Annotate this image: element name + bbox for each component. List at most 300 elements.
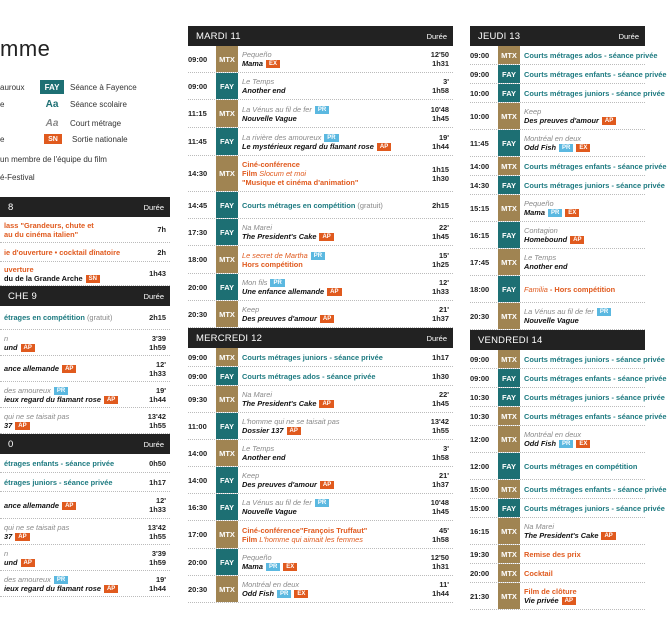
page-title: mme	[0, 36, 51, 61]
venue-badge: MTX	[216, 100, 238, 127]
event-line	[4, 584, 139, 593]
duration-value: 12'	[439, 278, 449, 287]
time: 10:00	[470, 88, 490, 98]
schedule-row[interactable]	[470, 249, 645, 276]
schedule-row[interactable]	[188, 440, 453, 467]
event-line	[242, 372, 422, 381]
event-text: Le Temps	[524, 253, 557, 262]
schedule-row[interactable]	[188, 156, 453, 192]
venue-badge: FAY	[498, 499, 520, 517]
event-line	[242, 86, 422, 95]
venue-badge: MTX	[498, 103, 520, 129]
schedule-row[interactable]	[0, 571, 170, 597]
schedule-row[interactable]	[188, 100, 453, 128]
schedule-row[interactable]	[470, 369, 667, 388]
tag-badge: AP	[570, 236, 584, 244]
event-text: La Vénus au fil de fer	[242, 104, 312, 114]
time: 14:00	[470, 161, 490, 171]
event-text: Remise des prix	[524, 549, 581, 559]
schedule-row[interactable]	[188, 246, 453, 274]
event-info	[238, 521, 425, 548]
schedule-row[interactable]	[470, 103, 645, 130]
venue-badge: MTX	[498, 407, 520, 425]
schedule-row[interactable]	[0, 408, 170, 434]
event-text: Courts métrages ados - séance privée	[524, 50, 658, 60]
time: 14:30	[188, 169, 208, 178]
event-line	[4, 532, 139, 541]
schedule-row[interactable]	[470, 564, 645, 583]
schedule-row[interactable]	[470, 583, 645, 610]
event-text: Des preuves d'amour	[242, 480, 317, 489]
schedule-row[interactable]	[0, 545, 170, 571]
event-line	[242, 444, 422, 453]
time: 09:00	[470, 69, 490, 79]
event-text: Courts métrages enfants - séance privée	[524, 484, 667, 494]
event-line	[524, 596, 642, 605]
event-line	[4, 549, 139, 558]
schedule-row[interactable]	[188, 274, 453, 301]
event-info	[520, 499, 665, 517]
event-text: des amoureux	[4, 574, 51, 584]
event-text: Cocktail	[524, 568, 553, 578]
event-line	[4, 248, 139, 257]
event-info	[0, 356, 142, 381]
duration-value: 1h17	[149, 477, 166, 487]
schedule-row[interactable]	[470, 157, 667, 176]
schedule-row[interactable]	[0, 473, 170, 492]
duration-value: 1h45	[432, 399, 449, 408]
venue-badge: FAY	[498, 65, 520, 83]
duration-value: 2h15	[432, 200, 449, 210]
event-text: Homebound	[524, 235, 568, 244]
event-line	[242, 59, 422, 68]
event-text: Familia	[524, 284, 548, 294]
duration-value: 1h59	[149, 342, 166, 352]
duration-value: 1h31	[432, 562, 449, 571]
event-line	[524, 462, 642, 471]
event-line	[242, 562, 422, 571]
duration	[142, 492, 170, 518]
duration-header: Durée	[143, 291, 164, 301]
time: 15:15	[470, 203, 490, 213]
tag-badge: AP	[21, 344, 35, 352]
time: 11:45	[470, 138, 489, 148]
time: 09:00	[470, 373, 490, 383]
time: 09:00	[188, 371, 208, 381]
venue-badge: MTX	[498, 195, 520, 221]
duration-value: 1h45	[432, 507, 449, 516]
event-line	[524, 550, 642, 559]
duration	[425, 413, 453, 439]
duration-value: 11'	[439, 580, 449, 589]
event-text: Courts métrages juniors - séance privée	[524, 180, 665, 190]
duration	[425, 576, 453, 602]
venue-badge: FAY	[498, 388, 520, 406]
duration-value: 12'50	[430, 553, 449, 562]
tag-badge: AP	[319, 233, 333, 241]
event-text: étrages enfants - séance privée	[4, 458, 115, 468]
schedule-row[interactable]	[470, 407, 667, 426]
schedule-row[interactable]	[188, 73, 453, 100]
legend-text: Court métrage	[70, 118, 122, 128]
time: 10:30	[470, 411, 490, 421]
duration-value: 21'	[439, 305, 449, 314]
duration	[142, 519, 170, 544]
event-text: 37	[4, 531, 13, 541]
time: 14:45	[188, 200, 208, 210]
event-text: Film de clôture	[524, 587, 577, 596]
event-text: (gratuit)	[84, 313, 113, 322]
event-line	[524, 143, 642, 152]
legend-text: Séance scolaire	[70, 99, 127, 109]
tag-badge: PR	[266, 563, 280, 571]
duration-value: 12'	[156, 359, 166, 369]
tag-badge: EX	[576, 440, 590, 448]
duration-header: Durée	[143, 439, 164, 449]
event-line	[524, 69, 667, 79]
schedule-row[interactable]	[188, 467, 453, 494]
event-text: étrages juniors - séance privée	[4, 477, 113, 487]
tag-badge: PR	[311, 252, 325, 260]
schedule-row[interactable]	[470, 545, 645, 564]
event-line	[524, 569, 642, 578]
event-line	[524, 50, 658, 60]
schedule-row[interactable]	[0, 382, 170, 408]
day-label: MARDI 11	[196, 30, 241, 42]
day-label: MERCREDI 12	[196, 332, 263, 344]
schedule-row[interactable]	[470, 176, 665, 195]
event-line	[524, 199, 642, 208]
time: 09:00	[188, 81, 208, 91]
duration	[142, 262, 170, 285]
duration	[425, 367, 453, 385]
schedule-row[interactable]	[188, 301, 453, 328]
event-line	[524, 262, 642, 271]
schedule-row[interactable]	[470, 350, 665, 369]
schedule-row[interactable]	[188, 192, 453, 219]
tag-badge: AP	[104, 396, 118, 404]
duration-value: 15'	[439, 250, 449, 260]
schedule-row[interactable]	[470, 65, 667, 84]
event-text: uverture	[4, 264, 34, 274]
event-text: Le Temps	[242, 77, 275, 86]
event-info	[520, 518, 645, 544]
column-1	[0, 197, 170, 597]
event-text: Montréal en deux	[524, 430, 582, 439]
event-info	[238, 46, 425, 72]
event-line	[4, 501, 139, 510]
legend-item	[0, 80, 178, 94]
tag-badge: AP	[287, 427, 301, 435]
event-text: Odd Fish	[524, 439, 557, 448]
time: 17:45	[470, 257, 490, 267]
event-line	[4, 523, 139, 532]
duration-value: 1h55	[432, 426, 449, 435]
venue-badge: MTX	[498, 480, 520, 498]
schedule-row[interactable]	[470, 453, 645, 480]
duration	[425, 274, 453, 300]
time: 20:30	[188, 584, 208, 594]
schedule-row[interactable]	[470, 46, 658, 65]
event-text: Montréal en deux	[524, 134, 582, 143]
duration-value: 1h43	[149, 269, 166, 278]
venue-badge: MTX	[498, 303, 520, 329]
event-line	[242, 305, 422, 314]
schedule-row[interactable]	[188, 348, 453, 367]
event-text: au du cinéma italien"	[4, 229, 79, 239]
schedule-row[interactable]	[470, 195, 645, 222]
duration-value: 1h25	[432, 259, 449, 269]
duration	[425, 467, 453, 493]
event-info	[0, 519, 142, 544]
venue-badge: FAY	[498, 176, 520, 194]
time: 20:30	[470, 311, 490, 321]
schedule-row[interactable]	[0, 306, 170, 330]
duration	[142, 356, 170, 381]
schedule-row[interactable]	[188, 386, 453, 413]
event-line	[524, 107, 642, 116]
event-info	[520, 453, 645, 479]
event-line	[524, 522, 642, 531]
event-line	[242, 232, 422, 241]
event-line	[524, 180, 665, 190]
event-text: Mama	[242, 562, 263, 571]
schedule-row[interactable]	[470, 388, 665, 407]
event-line	[524, 484, 667, 494]
event-text: qui ne se taisait pas	[4, 522, 70, 532]
duration-value: 13'42	[430, 417, 449, 426]
tag-badge: PR	[54, 576, 68, 584]
event-text: Hors compétition	[242, 259, 303, 269]
time: 16:30	[188, 502, 208, 512]
time: 18:00	[188, 255, 208, 264]
duration-value: 1h58	[432, 534, 449, 544]
tag-badge: EX	[576, 144, 590, 152]
event-text: Le Temps	[242, 444, 275, 453]
event-info	[0, 217, 142, 242]
event-line	[242, 287, 422, 296]
schedule-row[interactable]	[188, 413, 453, 440]
schedule-row[interactable]	[0, 262, 170, 286]
schedule-row[interactable]	[188, 576, 453, 603]
duration-value: 1h59	[149, 557, 166, 567]
event-text: Nouvelle Vague	[242, 507, 297, 516]
day-label: 0	[8, 438, 14, 450]
schedule-row[interactable]	[188, 367, 453, 386]
legend-fragment: e	[0, 134, 5, 144]
legend-text: Séance à Fayence	[70, 82, 137, 92]
day-label: VENDREDI 14	[478, 334, 543, 346]
event-text: und	[4, 557, 18, 567]
schedule-row[interactable]	[0, 243, 170, 262]
tag-badge: AP	[15, 533, 29, 541]
event-info	[0, 571, 142, 596]
event-text: Courts métrages juniors - séance privée	[524, 392, 665, 402]
schedule-row[interactable]	[188, 46, 453, 73]
event-info	[520, 564, 645, 582]
event-line	[242, 114, 422, 123]
event-line	[524, 373, 667, 383]
schedule-row[interactable]	[0, 330, 170, 356]
time: 10:00	[470, 111, 490, 121]
day-label: CHE 9	[8, 290, 37, 302]
event-info	[520, 407, 667, 425]
schedule-row[interactable]	[470, 480, 667, 499]
event-info	[520, 103, 645, 129]
schedule-row[interactable]	[470, 84, 665, 103]
time: 09:00	[188, 54, 208, 64]
event-info	[238, 494, 425, 520]
schedule-row[interactable]	[0, 356, 170, 382]
schedule-row[interactable]	[0, 217, 170, 243]
event-text: und	[4, 342, 18, 352]
duration-value: 1h33	[149, 368, 166, 378]
event-text: qui ne se taisait pas	[4, 411, 70, 421]
venue-badge: MTX	[498, 157, 520, 175]
event-line	[242, 580, 422, 589]
event-text: Pequeño	[524, 199, 554, 208]
event-info	[520, 176, 665, 194]
event-line	[242, 471, 422, 480]
schedule-row[interactable]	[188, 219, 453, 246]
event-info	[520, 388, 665, 406]
duration-value: 21'	[439, 471, 449, 480]
event-text: Courts métrages enfants - séance privée	[524, 411, 667, 421]
event-info	[520, 480, 667, 498]
tag-badge: SN	[86, 275, 100, 283]
duration-value: 13'42	[147, 411, 166, 421]
duration	[425, 246, 453, 273]
schedule-row[interactable]	[0, 454, 170, 473]
schedule-row[interactable]	[470, 303, 645, 330]
schedule-row[interactable]	[470, 499, 665, 518]
tag-badge: AP	[62, 502, 76, 510]
schedule-row[interactable]	[188, 494, 453, 521]
event-text: 37	[4, 420, 13, 430]
event-line	[524, 285, 642, 294]
event-line	[242, 426, 422, 435]
schedule-row[interactable]	[0, 519, 170, 545]
time: 10:30	[470, 392, 490, 402]
day-header	[188, 26, 453, 46]
event-text: Mon fils	[242, 278, 268, 287]
event-line	[242, 417, 422, 426]
event-line	[242, 260, 422, 269]
event-line	[4, 221, 139, 230]
column-3	[470, 26, 667, 610]
legend-key: Aa	[45, 98, 59, 110]
schedule-row[interactable]	[188, 128, 453, 156]
event-info	[520, 350, 665, 368]
event-text: Another end	[242, 453, 286, 462]
schedule-row[interactable]	[0, 492, 170, 519]
duration-value: 19'	[156, 574, 166, 584]
day-label: JEUDI 13	[478, 30, 521, 42]
time: 11:00	[188, 421, 207, 431]
event-text: ieux regard du flamant rose	[4, 583, 101, 593]
time: 15:00	[470, 484, 490, 494]
event-line	[524, 392, 665, 402]
schedule-row[interactable]	[470, 518, 645, 545]
event-info	[520, 222, 645, 248]
event-text: Ciné-conférence"François Truffaut"	[242, 525, 368, 535]
event-line	[524, 235, 642, 244]
schedule-row[interactable]	[470, 130, 645, 157]
duration	[142, 473, 170, 491]
event-line	[4, 386, 139, 395]
event-info	[238, 219, 425, 245]
event-text: Na Marei	[242, 390, 272, 399]
time: 20:00	[188, 557, 208, 567]
event-line	[4, 274, 139, 283]
time: 15:00	[470, 503, 490, 513]
venue-badge: MTX	[498, 249, 520, 275]
tag-badge: AP	[602, 117, 616, 125]
event-info	[0, 330, 142, 355]
event-line	[4, 575, 139, 584]
event-text: "Musique et cinéma d'animation"	[242, 178, 359, 187]
venue-badge: MTX	[216, 386, 238, 412]
venue-badge: FAY	[216, 367, 238, 385]
duration-header: Durée	[426, 333, 447, 343]
venue-badge: FAY	[216, 549, 238, 575]
venue-badge: FAY	[216, 128, 238, 155]
schedule-row[interactable]	[188, 549, 453, 576]
duration-header: Durée	[426, 31, 447, 41]
event-info	[238, 192, 425, 218]
duration	[142, 454, 170, 472]
event-text: (gratuit)	[355, 200, 383, 210]
schedule-row[interactable]	[470, 426, 645, 453]
time: 11:15	[188, 109, 207, 118]
event-line	[524, 116, 642, 125]
event-line	[4, 421, 139, 430]
venue-badge: MTX	[216, 156, 238, 191]
duration	[142, 330, 170, 355]
time: 18:00	[470, 284, 490, 294]
duration-header: Durée	[618, 31, 639, 41]
venue-badge: MTX	[216, 521, 238, 548]
venue-badge: FAY	[498, 453, 520, 479]
event-info	[0, 492, 142, 518]
schedule-row[interactable]	[470, 276, 645, 303]
event-line	[242, 278, 422, 287]
legend-key: Aa	[45, 117, 59, 129]
event-line	[242, 133, 422, 142]
legend-text: Sortie nationale	[72, 134, 128, 144]
duration	[425, 549, 453, 575]
event-text: Keep	[242, 305, 260, 314]
event-text: Des preuves d'amour	[242, 314, 317, 323]
schedule-row[interactable]	[188, 521, 453, 549]
event-line	[242, 390, 422, 399]
duration-value: 12'	[156, 496, 166, 505]
event-line	[524, 134, 642, 143]
time: 17:00	[188, 530, 208, 539]
duration-value: 1h31	[432, 59, 449, 68]
day-header	[0, 197, 170, 217]
schedule-row[interactable]	[470, 222, 645, 249]
duration-value: 1h55	[149, 420, 166, 430]
duration	[425, 440, 453, 466]
event-line	[242, 77, 422, 86]
duration	[425, 46, 453, 72]
event-text: Slocum et moi	[259, 169, 307, 178]
event-line	[524, 430, 642, 439]
event-text: Odd Fish	[524, 143, 557, 152]
event-info	[238, 274, 425, 300]
event-line	[242, 498, 422, 507]
